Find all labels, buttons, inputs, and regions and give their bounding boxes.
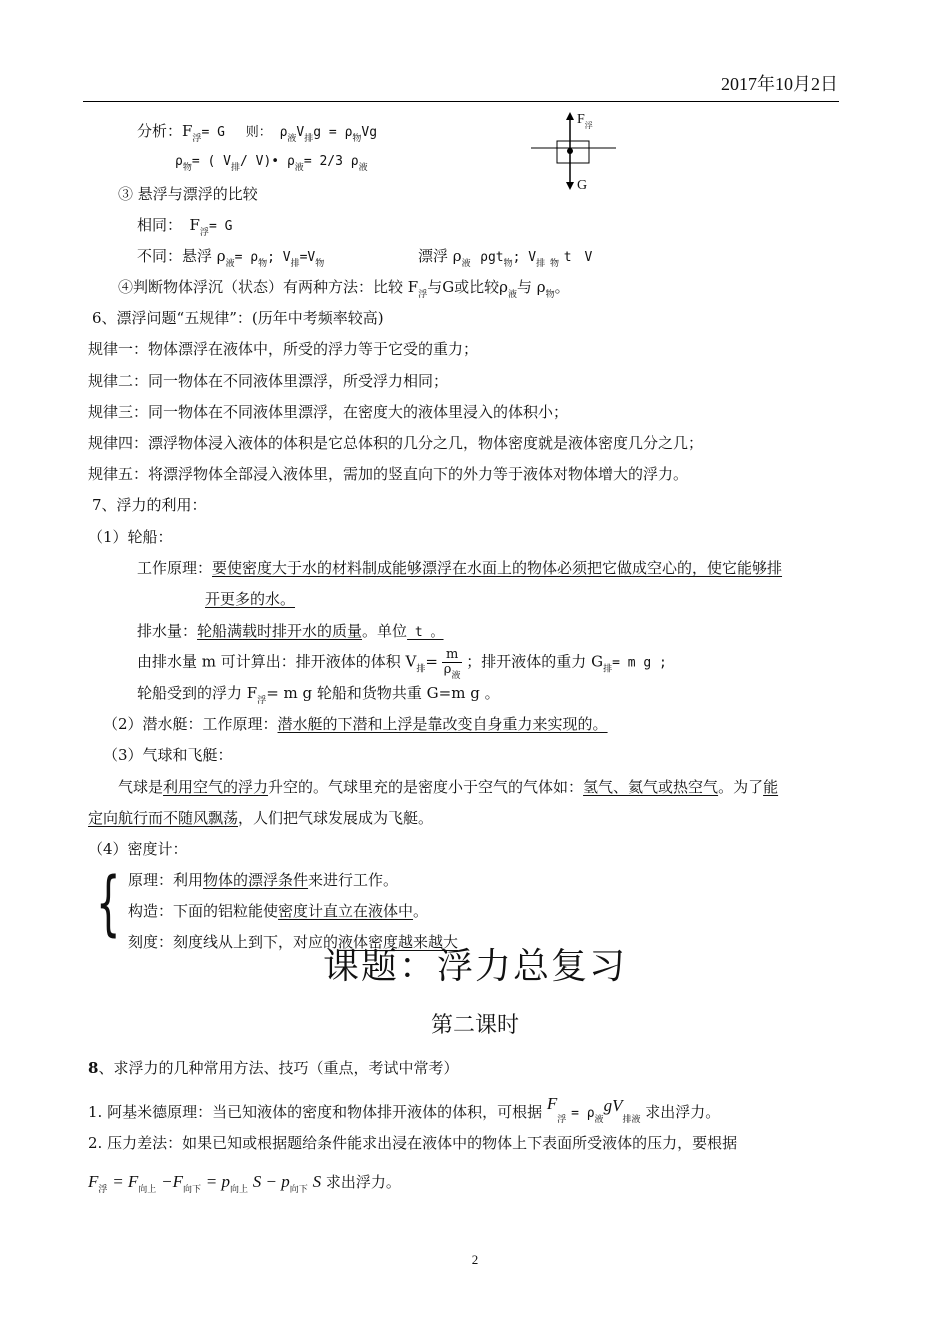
uses-heading: 7、浮力的利用： bbox=[92, 496, 207, 514]
header-date: 2017年10月2日 bbox=[721, 74, 838, 94]
force-diagram bbox=[528, 110, 623, 200]
ship-principle-line-1: 工作原理：要使密度大于水的材料制成能够漂浮在水面上的物体必须把它做成空心的，使它能够排 bbox=[137, 559, 783, 577]
hydrometer-structure: 构造：下面的铝粒能使密度计直立在液体中。 bbox=[128, 902, 429, 920]
displacement-calc-line: 由排水量 m 可计算出：排开液体的体积 $V_排=$ $\frac{m}{\rho_液}$ ；排开液体的重力 $G_排= m$ g ; bbox=[137, 647, 667, 681]
lesson-subtitle: 第二课时 bbox=[430, 1013, 519, 1038]
balloon-line-1: 气球是利用空气的浮力升空的。气球里充的是密度小于空气的气体如：氢气、氦气或热空气。为了能 bbox=[118, 778, 779, 796]
rule-item-3: 规律三：同一物体在不同液体里漂浮，在密度大的液体里浸入的体积小； bbox=[88, 403, 569, 421]
header-rule bbox=[83, 101, 839, 102]
ship-heading: （1）轮船： bbox=[88, 528, 173, 546]
method-2-formula: $F_浮 = F_{向上} -F_{向下} = p_{向上}$ $S - p_{向下}$ S 求出浮力。 bbox=[88, 1172, 401, 1195]
balloon-line-2: 定向航行而不随风飘荡，人们把气球发展成为飞艇。 bbox=[88, 809, 434, 827]
hydrometer-heading: （4）密度计： bbox=[88, 840, 188, 858]
balloon-heading: （3）气球和飞艇： bbox=[103, 746, 233, 764]
page-number: 2 bbox=[471, 1252, 479, 1267]
diagram-f-label: $F_浮$ bbox=[577, 112, 593, 130]
hydrometer-scale: 刻度：刻度线从上到下，对应的液体密度越来越大 bbox=[128, 933, 459, 951]
method-1: 1. 阿基米德原理：当已知液体的密度和物体排开液体的体积，可根据 $F_浮 = \rho_液gV_{排液}$ 求出浮力。 bbox=[88, 1094, 721, 1125]
hydrometer-brace: { bbox=[96, 862, 121, 944]
rule-item-1: 规律一：物体漂浮在液体中，所受的浮力等于它受的重力； bbox=[88, 340, 479, 358]
compare-same: 相同： $F_浮= G$ bbox=[137, 216, 233, 238]
rule-item-5: 规律五：将漂浮物体全部浸入液体里，需加的竖直向下的外力等于液体对物体增大的浮力。 bbox=[88, 465, 689, 483]
rule-item-4: 规律四：漂浮物体浸入液体的体积是它总体积的几分之几，物体密度就是液体密度几分之几； bbox=[88, 434, 704, 452]
ship-force-line: 轮船受到的浮力 $F_浮= m$ g 轮船和货物共重 G=m g 。 bbox=[137, 684, 500, 706]
volume-fraction: $\frac{m}{\rho_液}$ bbox=[443, 647, 461, 681]
lesson-title: 课题：浮力总复习 bbox=[322, 946, 627, 987]
analysis-line-2: $\rho_物=$ ( $V_排/$ V)• $\rho_液= 2/3$ $\rho_液$ bbox=[175, 154, 368, 173]
compare-diff: 不同：悬浮 $\rho_液= \rho_物$; $V_排=V_物$ bbox=[137, 247, 325, 269]
rules-heading: 6、漂浮问题“五规律”：(历年中考频率较高) bbox=[92, 309, 384, 327]
hydrometer-principle: 原理：利用物体的漂浮条件来进行工作。 bbox=[128, 871, 399, 889]
judge-line: ④判断物体浮沉（状态）有两种方法：比较 $F_浮$与G或比较$\rho_液$与 $\rho_物$。 bbox=[118, 278, 570, 300]
ship-principle-line-2: 开更多的水。 bbox=[205, 590, 296, 608]
analysis-line-1: 分析：$F_浮= G$ 则： $\rho_液V_排g = \rho_物Vg$ bbox=[137, 122, 378, 144]
compare-diff-float: 漂浮 $\rho_液$ ρgt$_物$; $V_排$ $_物$ t V bbox=[418, 247, 593, 269]
methods-heading: 8、求浮力的几种常用方法、技巧（重点，考试中常考） bbox=[88, 1059, 459, 1077]
diagram-g-label: G bbox=[577, 178, 588, 193]
rule-item-2: 规律二：同一物体在不同液体里漂浮，所受浮力相同； bbox=[88, 372, 449, 390]
compare-heading: ③ 悬浮与漂浮的比较 bbox=[118, 185, 258, 203]
method-2: 2. 压力差法：如果已知或根据题给条件能求出浸在液体中的物体上下表面所受液体的压力，要根据 bbox=[88, 1134, 738, 1152]
displacement-line: 排水量：轮船满载时排开水的质量。单位 t 。 bbox=[137, 622, 444, 640]
submarine-line: （2）潜水艇：工作原理：潜水艇的下潜和上浮是靠改变自身重力来实现的。 bbox=[103, 715, 608, 733]
